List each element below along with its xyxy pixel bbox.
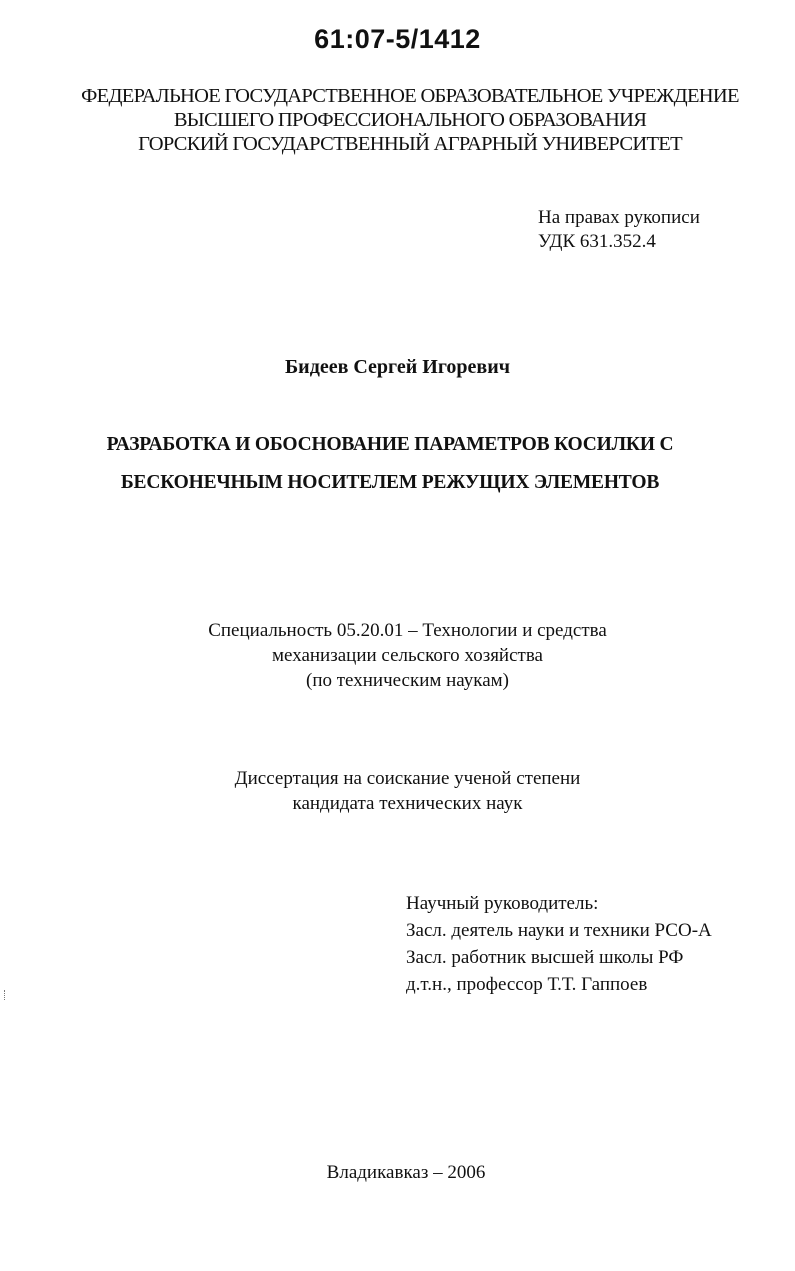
supervisor-line-2: Засл. деятель науки и техники РСО-А	[406, 920, 712, 941]
city-year: Владикавказ – 2006	[326, 1162, 486, 1183]
supervisor-line-3: Засл. работник высшей школы РФ	[406, 947, 684, 968]
scan-artifact	[4, 990, 7, 1000]
specialty-line-1: Специальность 05.20.01 – Технологии и средства	[208, 620, 607, 641]
specialty-block	[0, 618, 795, 693]
institution-header	[20, 84, 795, 156]
author-name: Бидеев Сергей Игоревич	[284, 356, 511, 378]
supervisor-line-1: Научный руководитель:	[406, 893, 599, 914]
title-line-1: РАЗРАБОТКА И ОБОСНОВАНИЕ ПАРАМЕТРОВ КОСИЛКИ С	[106, 434, 674, 455]
archive-stamp-number: 61:07-5/1412	[314, 24, 481, 54]
supervisor-line-4: д.т.н., профессор Т.Т. Гаппоев	[406, 974, 648, 995]
degree-block	[0, 766, 795, 816]
institution-line-1: ФЕДЕРАЛЬНОЕ ГОСУДАРСТВЕННОЕ ОБРАЗОВАТЕЛЬНОЕ УЧРЕЖДЕНИЕ	[81, 85, 739, 107]
specialty-line-3: (по техническим наукам)	[306, 670, 509, 691]
institution-line-2: ВЫСШЕГО ПРОФЕССИОНАЛЬНОГО ОБРАЗОВАНИЯ	[173, 109, 647, 131]
dissertation-title	[0, 426, 780, 502]
specialty-line-2: механизации сельского хозяйства	[271, 645, 543, 666]
institution-line-3: ГОРСКИЙ ГОСУДАРСТВЕННЫЙ АГРАРНЫЙ УНИВЕРСИТЕТ	[138, 133, 682, 155]
degree-line-1: Диссертация на соискание ученой степени	[234, 768, 581, 789]
supervisor-block	[406, 890, 712, 998]
degree-line-2: кандидата технических наук	[292, 793, 523, 814]
udk-code: УДК 631.352.4	[538, 231, 656, 252]
manuscript-rights: На правах рукописи	[538, 207, 700, 228]
rights-block	[538, 206, 700, 254]
title-line-2: БЕСКОНЕЧНЫМ НОСИТЕЛЕМ РЕЖУЩИХ ЭЛЕМЕНТОВ	[120, 472, 660, 493]
